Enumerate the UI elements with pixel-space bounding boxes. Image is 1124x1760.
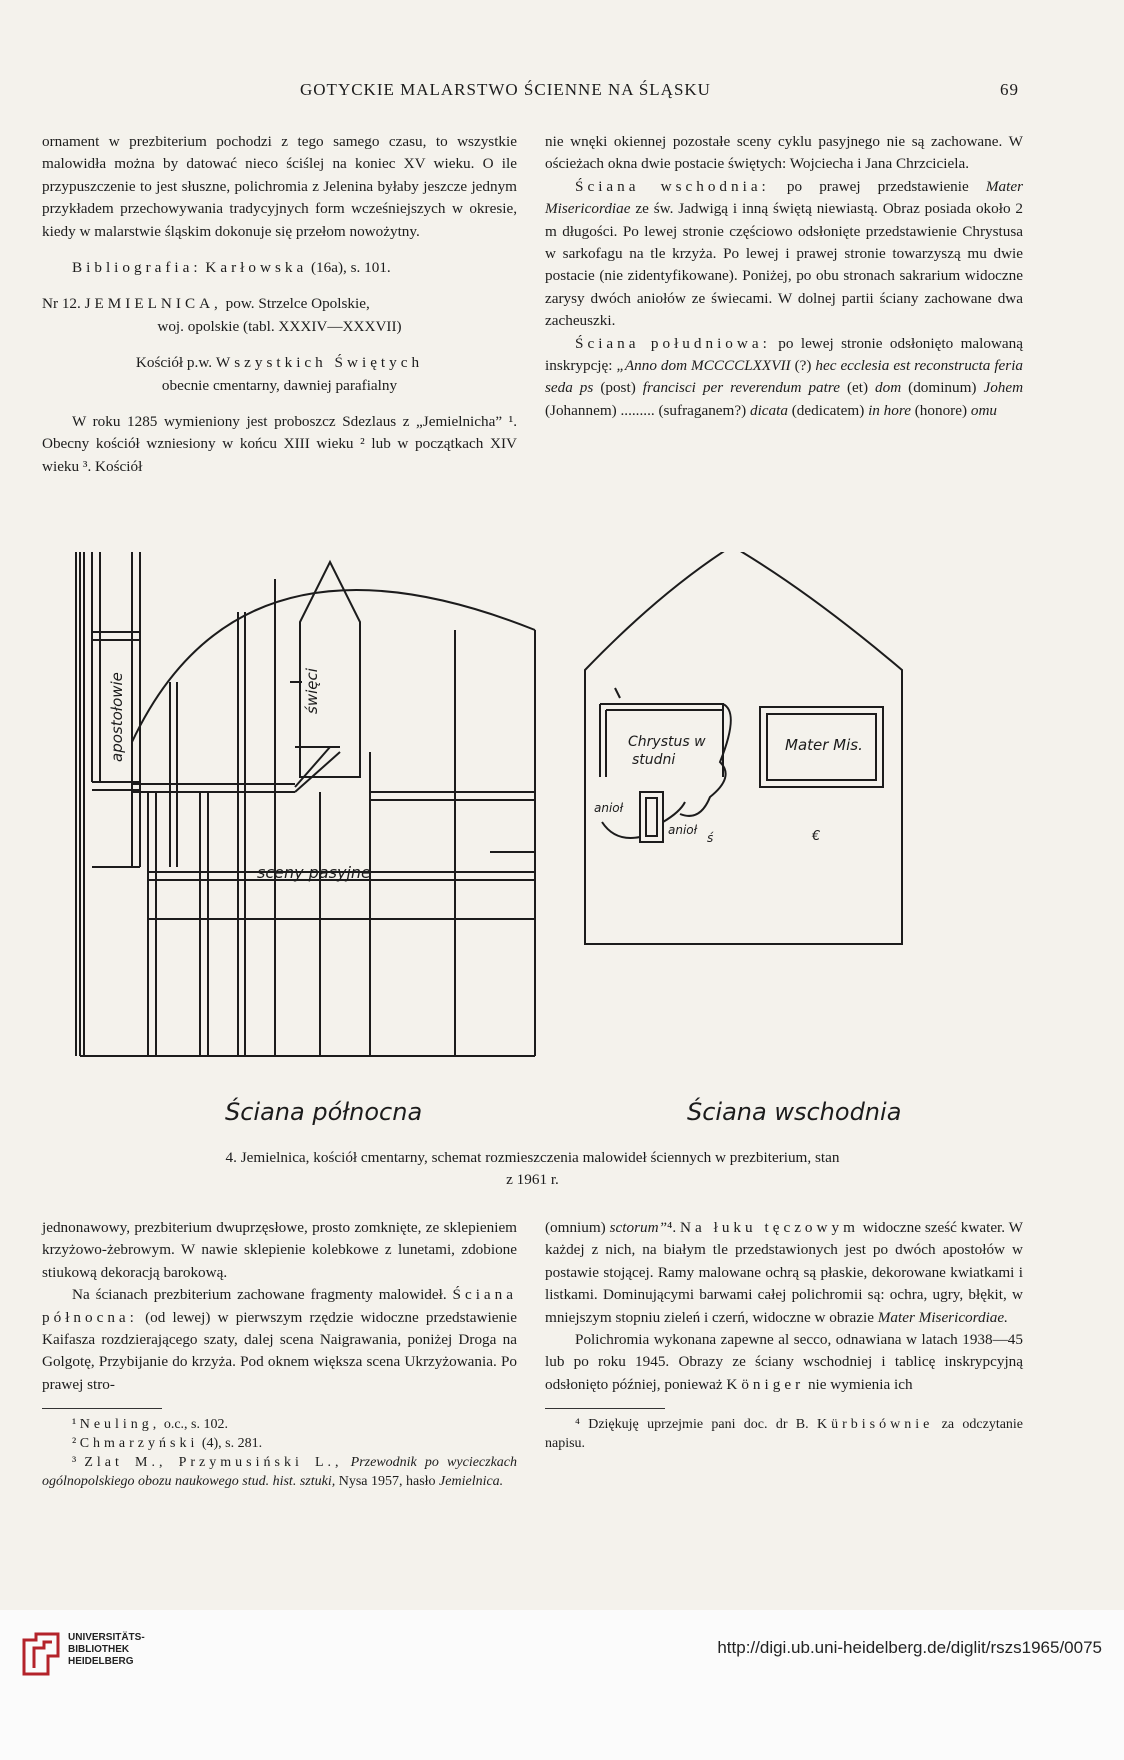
church-heading-line2: obecnie cmentarny, dawniej parafialny xyxy=(161,376,398,394)
label-angel-left: anioł xyxy=(594,801,624,815)
footnote-2: ² Chmarzyński (4), s. 281. xyxy=(72,1436,263,1452)
paragraph-arch: (omnium) sctorum”⁴. Na łuku tęczowym widoczne sześć kwater. W każdej z nich, na białym tle przedstawionych jest po dwóch apostołów w postawie stojącej. Ramy malowane ochrą są płaskie, dekorowane kwiatkami i listkami. Dominującymi barwami całej polichromii są: ochra, ugry, błękit, w mniejszym stopniu zieleń i czerń, widoczne w obrazie Mater Misericordiae. xyxy=(545,1219,1024,1326)
label-saints: święci xyxy=(303,668,321,714)
church-heading: Kościół p.w. Wszystkich Świętych xyxy=(135,354,424,372)
mark-right: € xyxy=(812,829,821,844)
paragraph: ornament w prezbiterium pochodzi z tego samego czasu, to wszystkie malowidła można by datować nieco ściślej na koniec XV wieku. O ile przypuszczenie to jest słuszne, polichromia z Jelenina byłaby jeszcze jednym przykładem przechowywania tradycyjnych form wcześniejszych w okresie, kiedy w malarstwie śląskim dokonuje się przełom nowożytny. xyxy=(42,133,517,240)
paragraph-polychrome: Polichromia wykonana zapewne al secco, odnawiana w latach 1938—45 lub po roku 1945. Obrazy ze ściany wschodniej i tablicę inskrypcyjną odsłonięto później, ponieważ Königer nie wymienia ich xyxy=(545,1331,1023,1393)
label-mater-mis: Mater Mis. xyxy=(785,736,863,754)
source-url-link[interactable]: http://digi.ub.uni-heidelberg.de/diglit/rszs1965/0075 xyxy=(717,1638,1102,1657)
paragraph-east-wall: Ściana wschodnia: po prawej przedstawienie Mater Misericordiae ze św. Jadwigą i inną świętą niewiastą. Obraz posiada około 2 m długości. Po lewej stronie częściowo odsłonięte przedstawienie Chrystusa w sarkofagu na tle krzyża. Po lewej i prawej stronie towarzyszą mu dwie postacie (nie zidentyfikowane). Poniżej, po obu stronach sakrarium widoczne zarysy dwóch aniołów ze świecami. W dolnej partii ściany zachowane dwa zacheuszki. xyxy=(545,177,1024,330)
footnote-rule xyxy=(545,1408,665,1409)
wall-diagram-figure xyxy=(40,552,1040,1132)
footnote-1: ¹ Neuling, o.c., s. 102. xyxy=(72,1417,228,1433)
library-logo-icon xyxy=(20,1630,62,1676)
library-logo-text: UNIVERSITÄTS- BIBLIOTHEK HEIDELBERG xyxy=(68,1632,145,1667)
header-title: GOTYCKIE MALARSTWO ŚCIENNE NA ŚLĄSKU xyxy=(300,80,711,99)
label-christ-line2: studni xyxy=(632,752,676,768)
bibliography-line: Bibliografia: Karłowska (16a), s. 101. xyxy=(72,259,391,277)
paragraph: W roku 1285 wymieniony jest proboszcz Sdezlaus z „Jemielnicha” ¹. Obecny kościół wzniesiony w końcu XIII wieku ² lub w początkach XIV wieku ³. Kościół xyxy=(42,413,517,475)
paragraph: nie wnęki okiennej pozostałe sceny cyklu pasyjnego nie są zachowane. W ościeżach okna dwie postacie świętych: Wojciecha i Jana Chrzciciela. xyxy=(545,133,1023,173)
label-apostles: apostołowie xyxy=(108,672,126,762)
left-column-top xyxy=(42,131,517,478)
footnote-4: ⁴ Dziękuję uprzejmie pani doc. dr B. Kürbisównie za odczytanie napisu. xyxy=(545,1417,1024,1452)
footnote-3: ³ Zlat M., Przymusiński L., Przewodnik po wycieczkach ogólnopolskiego obozu naukowego stud. hist. sztuki, Nysa 1957, hasło Jemielnica. xyxy=(42,1455,518,1490)
north-wall-diagram xyxy=(76,552,535,1056)
footnote-rule xyxy=(42,1408,162,1409)
paragraph: jednonawowy, prezbiterium dwuprzęsłowe, prosto zomknięte, ze sklepieniem krzyżowo-żebrowym. W nawie sklepienie kolebkowe z lunetami, zdobione stiukową dekoracją barokową. xyxy=(42,1219,517,1281)
mark-left: ś xyxy=(707,831,714,845)
label-angel-right: anioł xyxy=(668,823,698,837)
right-column-top xyxy=(545,131,1023,422)
left-column-bottom xyxy=(42,1217,517,1491)
label-christ-line1: Chrystus w xyxy=(628,734,706,750)
label-passion-scenes: sceny pasyjne xyxy=(257,863,371,882)
north-wall-title: Ściana północna xyxy=(225,1098,423,1126)
right-column-bottom xyxy=(545,1217,1023,1453)
paragraph-north-wall: Na ścianach prezbiterium zachowane fragmenty malowideł. Ściana północna: (od lewej) w pierwszym rzędzie widoczne przedstawienie Kaifasza rozdzierającego szaty, dalej scena Naigrawania, poniżej Droga na Golgotę, Przybijanie do krzyża. Pod oknem większa scena Ukrzyżowania. Po prawej stro- xyxy=(42,1286,517,1393)
figure-caption: 4. Jemielnica, kościół cmentarny, schemat rozmieszczenia malowideł ściennych w prezbiterium, stan z 1961 r. xyxy=(225,1149,840,1188)
paragraph-south-wall: Ściana południowa: po lewej stronie odsłonięto malowaną inskrypcję: „Anno dom MCCCCLXXVII (?) hec ecclesia est reconstructa feria seda ps (post) francisci per reverendum patre (et) dom (dominum) Johem (Johannem) ......... (sufraganem?) dicata (dedicatem) in hore (honore) omu xyxy=(545,334,1024,419)
page-number: 69 xyxy=(1000,80,1019,99)
digitization-footer xyxy=(0,1610,1124,1760)
east-wall-title: Ściana wschodnia xyxy=(687,1098,902,1126)
entry-heading: Nr 12. JEMIELNICA, pow. Strzelce Opolskie, xyxy=(42,295,370,313)
entry-heading-line2: woj. opolskie (tabl. XXXIV—XXXVII) xyxy=(157,317,402,335)
